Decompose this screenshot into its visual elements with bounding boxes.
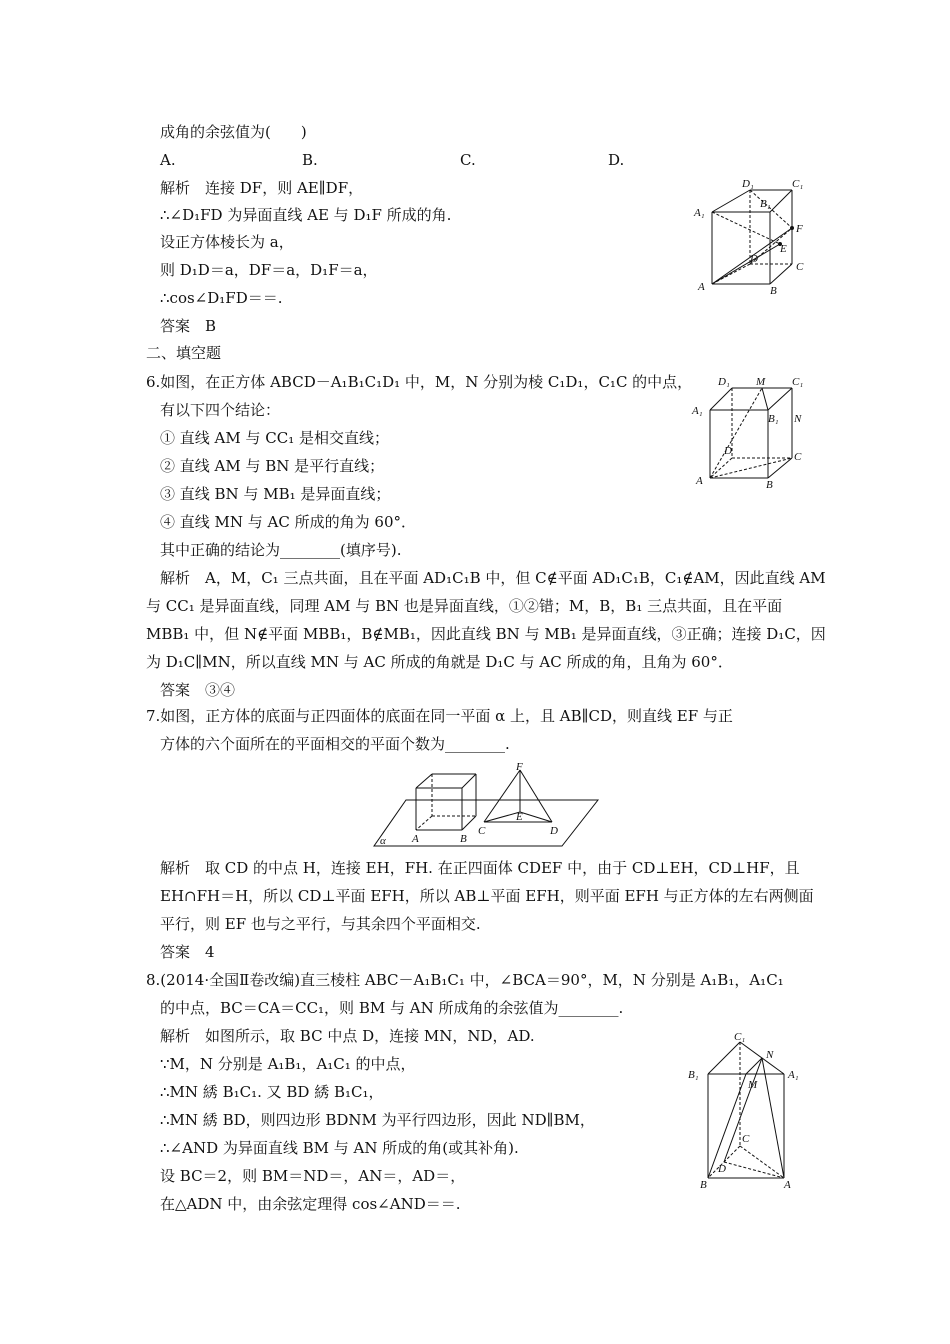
edge (712, 190, 750, 212)
cube-edge (462, 816, 476, 830)
label-e: E (780, 243, 787, 255)
label-b: B (460, 833, 467, 845)
label-c: C (796, 261, 804, 273)
label-a: A (784, 1179, 791, 1190)
q5-option-b: B. (302, 151, 318, 169)
q8-stem-line: 的中点，BC＝CA＝CC₁，则 BM 与 AN 所成角的余弦值为________. (160, 999, 624, 1017)
q6-cube-figure (684, 374, 814, 494)
q6-answer: 答案 ③④ (160, 681, 236, 699)
label-c1: C₁ (792, 376, 804, 388)
q7-answer: 答案 4 (160, 943, 215, 961)
q5-solution-line: ∴cos∠D₁FD＝＝. (160, 289, 283, 307)
q8-solution-line: 设 BC＝2，则 BM＝ND＝，AN＝，AD＝， (160, 1167, 466, 1185)
q7-solution-line: 平行，则 EF 也与之平行，与其余四个平面相交. (160, 915, 481, 933)
q8-solution-line: 在△ADN 中，由余弦定理得 cos∠AND＝＝. (160, 1195, 461, 1213)
q6-solution-line: 为 D₁C∥MN，所以直线 MN 与 AC 所成的角就是 D₁C 与 AC 所成的角，且角为 60°． (146, 653, 733, 671)
q6-stem-line: 6.如图，在正方体 ABCD－A₁B₁C₁D₁ 中，M，N 分别为棱 C₁D₁，C₁C 的中点， (146, 373, 693, 391)
cube-edge (416, 774, 432, 788)
q7-plane-figure (368, 760, 600, 852)
label-a1: A₁ (694, 207, 705, 219)
q6-stem-line: 有以下四个结论： (160, 401, 281, 419)
q7-solution-line: EH∩FH＝H，所以 CD⊥平面 EFH，所以 AB⊥平面 EFH，则平面 EFH 与正方体的左右两侧面 (160, 887, 814, 905)
q5-option-a: A. (160, 151, 176, 169)
label-d: D (550, 825, 558, 837)
q6-solution-line: 与 CC₁ 是异面直线，同理 AM 与 BN 也是异面直线，①②错；M，B，B₁ 三点共面，且在平面 (146, 597, 783, 615)
label-d1: D₁ (718, 376, 730, 388)
label-m: M (756, 376, 766, 388)
q6-solution-line: MBB₁ 中，但 N∉平面 MBB₁，B∉MB₁，因此直线 BN 与 MB₁ 是异面直线，③正确；连接 D₁C，因 (146, 625, 826, 643)
q6-stem-line: ② 直线 AM 与 BN 是平行直线； (160, 457, 385, 475)
q8-solution-line: ∴MN 綉 B₁C₁. 又 BD 綉 B₁C₁， (160, 1083, 384, 1101)
label-c: C (478, 825, 486, 837)
cube-edge (462, 774, 476, 788)
q5-cube-figure (684, 176, 814, 296)
label-b1: B₁ (760, 198, 771, 210)
label-a: A (696, 475, 703, 487)
label-n: N (766, 1049, 774, 1061)
q5-lead: 成角的余弦值为( ) (160, 123, 307, 141)
label-c: C (742, 1133, 750, 1145)
q7-stem-line: 方体的六个面所在的平面相交的平面个数为________. (160, 735, 510, 753)
label-b: B (700, 1179, 707, 1190)
q6-solution-line: 解析 A，M，C₁ 三点共面，且在平面 AD₁C₁B 中，但 C∉平面 AD₁C₁B，C₁∉AM，因此直线 AM (160, 569, 826, 587)
label-d: D (718, 1163, 726, 1175)
q8-solution-line: ∴∠AND 为异面直线 BM 与 AN 所成的角(或其补角). (160, 1139, 519, 1157)
edge (770, 264, 792, 284)
edge (710, 388, 732, 410)
point-f (790, 226, 794, 230)
section-title: 二、填空题 (146, 344, 222, 362)
label-c: C (794, 451, 802, 463)
label-b1: B₁ (768, 413, 779, 425)
q6-stem-line: 其中正确的结论为________(填序号). (160, 541, 402, 559)
q6-stem-line: ③ 直线 BN 与 MB₁ 是异面直线； (160, 485, 391, 503)
label-d: D (750, 253, 758, 265)
q5-solution-line: ∴∠D₁FD 为异面直线 AE 与 D₁F 所成的角. (160, 206, 452, 224)
q5-option-c: C. (460, 151, 476, 169)
plane-alpha (374, 800, 598, 846)
label-alpha: α (380, 835, 386, 847)
q5-solution-line: 解析 连接 DF，则 AE∥DF， (160, 179, 364, 197)
label-b: B (770, 285, 777, 296)
segment-an (762, 1058, 784, 1178)
q7-solution-line: 解析 取 CD 的中点 H，连接 EH，FH. 在正四面体 CDEF 中，由于 CD⊥EH，CD⊥HF，且 (160, 859, 800, 877)
label-b1: B₁ (688, 1069, 699, 1081)
hidden-edge (712, 264, 750, 284)
q5-solution-line: 设正方体棱长为 a， (160, 233, 294, 251)
q5-option-d: D. (608, 151, 625, 169)
q7-stem-line: 7.如图，正方体的底面与正四面体的底面在同一平面 α 上，且 AB∥CD，则直线 EF 与正 (146, 707, 733, 725)
label-a1: A₁ (788, 1069, 799, 1081)
label-d1: D₁ (742, 178, 754, 190)
label-m: M (748, 1079, 758, 1091)
label-f: F (796, 223, 803, 235)
label-f: F (516, 761, 523, 773)
edge (708, 1042, 740, 1074)
q6-stem-line: ① 直线 AM 与 CC₁ 是相交直线； (160, 429, 390, 447)
cube-hidden-edge (416, 816, 432, 830)
label-c1: C₁ (792, 178, 804, 190)
label-a1: A₁ (692, 405, 703, 417)
label-n: N (794, 413, 802, 425)
q8-solution-line: 解析 如图所示，取 BC 中点 D，连接 MN，ND，AD. (160, 1027, 535, 1045)
q8-prism-figure (684, 1030, 814, 1190)
edge (770, 190, 792, 212)
q5-solution-line: 则 D₁D＝a，DF＝a，D₁F＝a， (160, 261, 378, 279)
hidden-edge (740, 1146, 784, 1178)
q5-answer: 答案 B (160, 317, 217, 335)
tetra-edge (484, 770, 520, 822)
edge (768, 388, 792, 410)
label-e: E (516, 811, 523, 823)
label-b: B (766, 479, 773, 491)
label-a: A (412, 833, 419, 845)
q8-solution-line: ∴MN 綉 BD，则四边形 BDNM 为平行四边形，因此 ND∥BM， (160, 1111, 595, 1129)
label-a: A (698, 281, 705, 293)
label-c1: C₁ (734, 1031, 746, 1043)
segment-ad (724, 1162, 784, 1178)
q6-stem-line: ④ 直线 MN 与 AC 所成的角为 60°． (160, 513, 416, 531)
q8-solution-line: ∵M，N 分别是 A₁B₁，A₁C₁ 的中点， (160, 1055, 416, 1073)
tetra-edge (520, 770, 552, 822)
q8-stem-line: 8.(2014·全国Ⅱ卷改编)直三棱柱 ABC－A₁B₁C₁ 中，∠BCA＝90°，M，N 分别是 A₁B₁，A₁C₁ (146, 971, 784, 989)
segment-mb1 (762, 388, 768, 410)
label-d: D (724, 445, 732, 457)
